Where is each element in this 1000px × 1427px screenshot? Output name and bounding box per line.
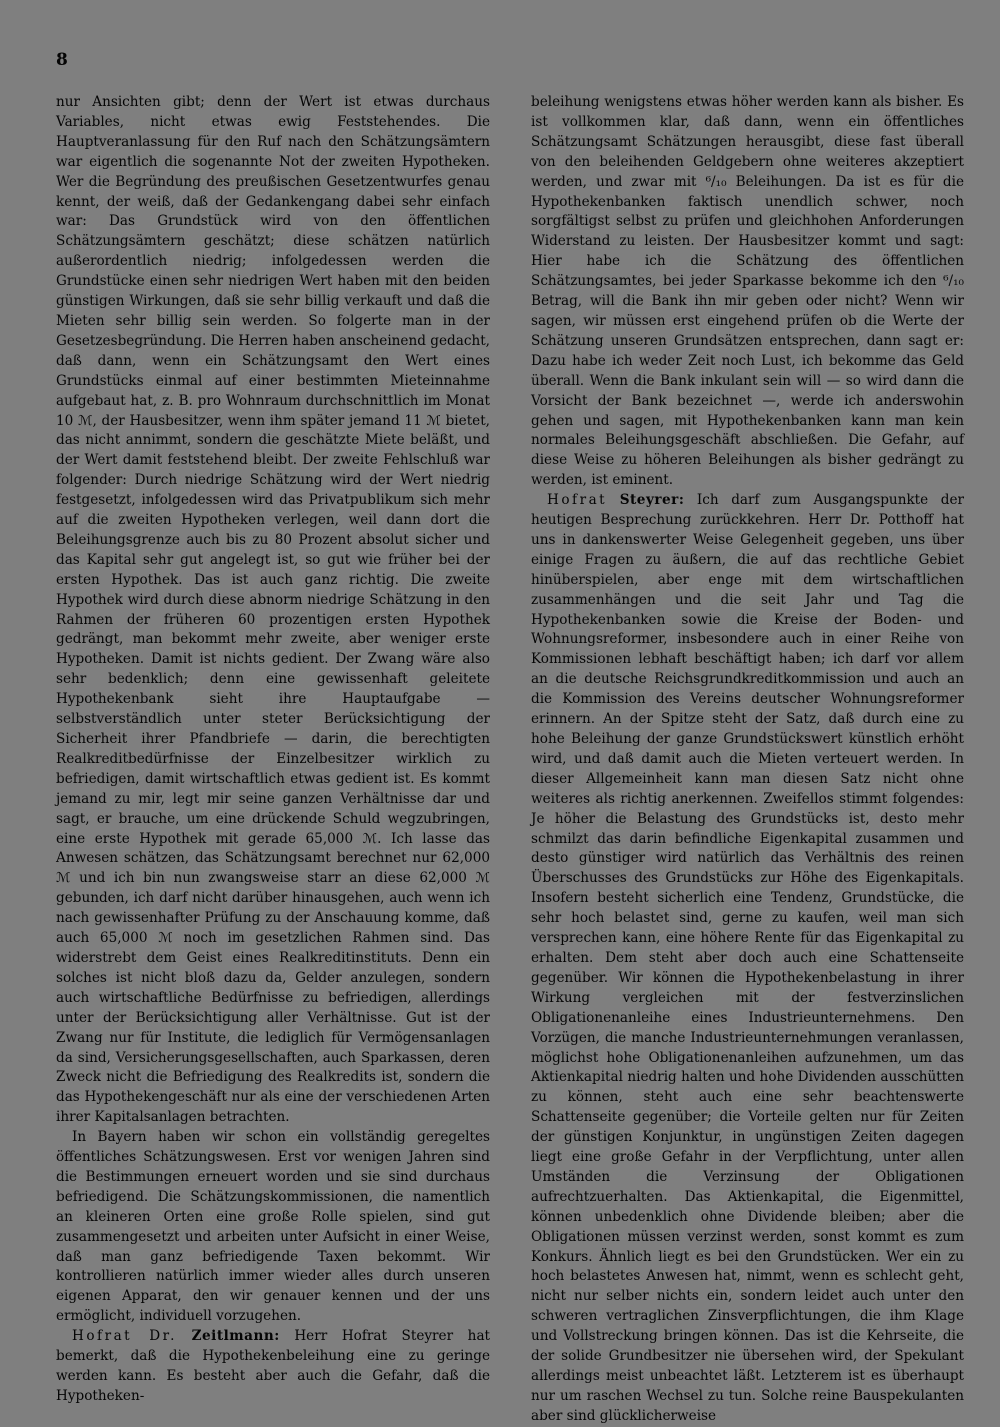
speaker-paragraph-steyrer <box>531 491 964 1427</box>
paragraph-continuation: nur Ansichten gibt; denn der Wert ist etwas durchaus Variables, nicht etwas ewig Feststehendes. Die Hauptveranlassung für den Ruf nach den Schätzungsämtern war eigentlich die sogenannte Not der zweiten Hypotheken. Wer die Begründung des preußischen Gesetzentwurfes genau kennt, der weiß, daß der Gedankengang dabei sehr einfach war: Das Grundstück wird von den öffentlichen Schätzungsämtern geschätzt; diese schätzen natürlich außerordentlich niedrig; infolgedessen werden die Grundstücke einen sehr niedrigen Wert haben mit den beiden günstigen Wirkungen, daß sie sehr billig verkauft und daß die Mieten sehr billig sein werden. So folgerte man in der Gesetzesbegründung. Die Herren haben anscheinend gedacht, daß dann, wenn ein Schätzungsamt den Wert eines Grundstücks einmal auf einer bestimmten Mieteinnahme aufgebaut hat, z. B. pro Wohnraum durchschnittlich im Monat 10 ℳ, der Hausbesitzer, wenn ihm später jemand 11 ℳ bietet, das nicht annimmt, sondern die geschätzte Miete beläßt, und der Wert damit feststehend bleibt. Der zweite Fehlschluß war folgender: Durch niedrige Schätzung wird der Wert niedrig festgesetzt, infolgedessen wird das Privatpublikum sich mehr auf die zweiten Hypotheken verlegen, weil dann dort die Beleihungsgrenze auch bis zu 80 Prozent absolut sicher und das Kapital sehr gut angelegt ist, so gut wie früher bei der ersten Hypothek. Das ist auch ganz richtig. Die zweite Hypothek wird durch diese abnorm niedrige Schätzung in den Rahmen der früheren 60 prozentigen ersten Hypothek gedrängt, man bekommt mehr zweite, aber weniger erste Hypotheken. Damit ist nichts gedient. Der Zwang wäre also sehr bedenklich; denn eine gewissenhaft geleitete Hypothekenbank sieht ihre Hauptaufgabe — selbstverständlich unter steter Berücksichtigung der Sicherheit ihrer Pfandbriefe — darin, die berechtigten Realkreditbedürfnisse der Einzelbesitzer wirklich zu befriedigen, damit wirtschaftlich etwas gedient ist. Es kommt jemand zu mir, legt mir seine ganzen Verhältnisse dar und sagt, er brauche, um eine drückende Schuld wegzubringen, eine erste Hypothek mit gerade 65,000 ℳ. Ich lasse das Anwesen schätzen, das Schätzungsamt berechnet nur 62,000 ℳ und ich bin nun zwangsweise starr an diese 62,000 ℳ gebunden, ich darf nicht darüber hinausgehen, auch wenn ich nach gewissenhafter Prüfung zu der Anschauung komme, daß auch 65,000 ℳ noch im gesetzlichen Rahmen sind. Das widerstrebt dem Geist eines Realkreditinstituts. Denn ein solches ist nicht bloß dazu da, Gelder anzulegen, sondern auch wirtschaftliche Bedürfnisse zu befriedigen, allerdings unter der Berücksichtigung aller Verhältnisse. Gut ist der Zwang nur für Institute, die lediglich für Vermögensanlagen da sind, Versicherungsgesellschaften, auch Sparkassen, deren Zweck nicht die Befriedigung des Realkredits ist, sondern die das Hypothekengeschäft nur als eine der verschiedenen Arten ihrer Kapitalsanlagen betrachten. <box>56 94 490 1126</box>
paragraph-bavaria: In Bayern haben wir schon ein vollständig geregeltes öffentliches Schätzungswesen. Erst vor wenigen Jahren sind die Bestimmungen erneuert worden und sie sind durchaus befriedigend. Die Schätzungskommissionen, die namentlich an kleineren Orten eine große Rolle spielen, sind gut zusammengesetzt und arbeiten unter Aufsicht in einer Weise, daß man ganz befriedigende Taxen bekommt. Wir kontrollieren natürlich immer wieder alles durch unseren eigenen Apparat, den wir genauer kennen und der uns ermöglicht, individuell vorzugehen. <box>56 1129 490 1325</box>
page-number: 8 <box>56 50 68 70</box>
speaker-name: Steyrer: <box>619 492 685 509</box>
left-column <box>56 93 490 1407</box>
paragraph-continuation-right: beleihung wenigstens etwas höher werden kann als bisher. Es ist vollkommen klar, daß dann, wenn ein öffentliches Schätzungsamt Schätzungen herausgibt, diese fast überall von den beleihenden Geldgebern ohne weiteres akzeptiert werden, und zwar mit ⁶/₁₀ Beleihungen. Da ist es für die Hypothekenbanken faktisch unendlich schwer, noch sorgfältigst selbst zu prüfen und gleichhohen Anforderungen Widerstand zu leisten. Der Hausbesitzer kommt und sagt: Hier habe ich die Schätzung des öffentlichen Schätzungsamtes, bei jeder Sparkasse bekomme ich den ⁶/₁₀ Betrag, will die Bank ihn mir geben oder nicht? Wenn wir sagen, wir müssen erst eingehend prüfen ob die Werte der Schätzung unseren Grundsätzen entsprechen, dann sagt er: Dazu habe ich weder Zeit noch Lust, ich bekomme das Geld überall. Wenn die Bank inkulant sein will — so wird dann die Vorsicht der Bank bezeichnet —, werde ich anderswohin gehen und sagen, mit Hypothekenbanken kann man kein normales Beleihungsgeschäft abschließen. Die Gefahr, auf diese Weise zu höheren Beleihungen als bisher gedrängt zu werden, ist eminent. <box>531 94 964 489</box>
speaker-title: Hofrat Dr. <box>72 1328 177 1345</box>
speaker-name: Zeitlmann: <box>191 1328 280 1345</box>
speaker-title: Hofrat <box>547 492 608 509</box>
speaker-text: Herr Hofrat Steyrer hat bemerkt, daß die Hypothekenbeleihung eine zu geringe werden kann. Es besteht aber auch die Gefahr, daß die Hypotheken- <box>56 1328 491 1404</box>
speaker-paragraph-zeitlmann <box>56 1327 490 1407</box>
right-column <box>531 93 964 1427</box>
speaker-text: Ich darf zum Ausgangspunkte der heutigen Besprechung zurückkehren. Herr Dr. Potthoff hat uns in dankenswerter Weise Gelegenheit gegeben, uns über einige Fragen zu äußern, die auf das rechtliche Gebiet hinüberspielen, aber enge mit dem wirtschaftlichen zusammenhängen und die seit Jahr und Tag die Hypothekenbanken sowie die Kreise der Boden- und Wohnungsreformer, insbesondere auch in einer Reihe von Kommissionen lebhaft beschäftigt haben; ich darf vor allem an die deutsche Reichsgrundkreditkommission und auch an die Kommission des Vereins deutscher Wohnungsreformer erinnern. An der Spitze steht der Satz, daß durch eine zu hohe Beleihung der ganze Grundstückswert künstlich erhöht wird, und daß damit auch die Mieten verteuert werden. In dieser Allgemeinheit kann man diesen Satz nicht ohne weiteres als richtig anerkennen. Zweifellos stimmt folgendes: Je höher die Belastung des Grundstücks ist, desto mehr schmilzt das darin befindliche Eigenkapital zusammen und desto günstiger wird natürlich das Verhältnis des reinen Überschusses des Grundstücks zur Höhe des Eigenkapitals. Insofern besteht sicherlich eine Tendenz, Grundstücke, die sehr hoch belastet sind, gerne zu kaufen, weil man sich versprechen kann, eine höhere Rente für das Eigenkapital zu erhalten. Dem steht aber doch auch eine Schattenseite gegenüber. Wir können die Hypothekenbelastung in ihrer Wirkung vergleichen mit der festverzinslichen Obligationenanleihe eines Industrieunternehmens. Den Vorzügen, die manche Industrieunternehmungen veranlassen, möglichst hohe Obligationenanleihen aufzunehmen, um das Aktienkapital niedrig halten und hohe Dividenden ausschütten zu können, steht auch eine sehr beachtenswerte Schattenseite gegenüber; die Vorteile gelten nur für Zeiten der günstigen Konjunktur, in ungünstigen Zeiten dagegen liegt eine große Gefahr in der Verpflichtung, unter allen Umständen die Verzinsung der Obligationen aufrechtzuerhalten. Das Aktienkapital, die Eigenmittel, können unbedenklich ohne Dividende bleiben; aber die Obligationen müssen verzinst werden, sonst kommt es zum Konkurs. Ähnlich liegt es bei den Grundstücken. Wer ein zu hoch belastetes Anwesen hat, nimmt, wenn es schlecht geht, nicht nur selber nichts ein, sondern leidet auch unter den schweren vertraglichen Zinsverpflichtungen, die ihm Klage und Vollstreckung bringen können. Das ist die Kehrseite, die der solide Grundbesitzer nie übersehen wird, der Spekulant allerdings meist unbeachtet läßt. Letzterem ist es überhaupt nur um raschen Wechsel zu tun. Solche reine Bauspekulanten aber sind glücklicherweise <box>531 492 964 1424</box>
